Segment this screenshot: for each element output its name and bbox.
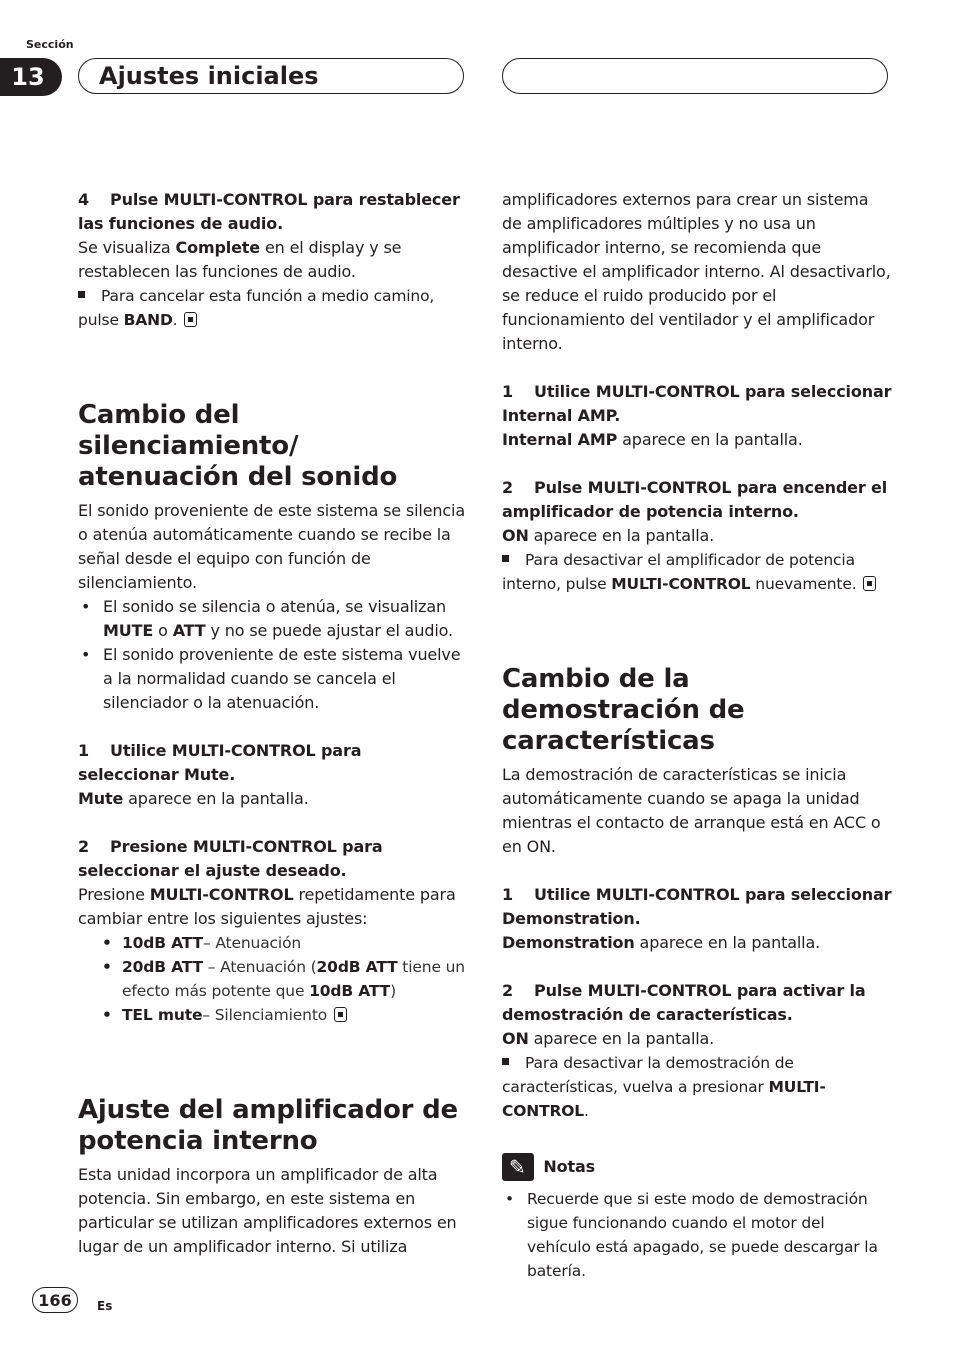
- text: Se visualiza: [78, 238, 176, 257]
- section-title: [78, 58, 464, 94]
- step-number: 1: [502, 885, 513, 904]
- end-mark-icon: [863, 576, 876, 591]
- setting-name: 20dB ATT: [316, 958, 398, 976]
- text: El sonido se silencia o atenúa, se visualizan: [103, 597, 446, 616]
- paragraph: [502, 1027, 892, 1051]
- note-square-icon: [78, 291, 85, 298]
- display-text: ON: [502, 526, 529, 545]
- paragraph: Esta unidad incorpora un amplificador de alta potencia. Sin embargo, en este sistema en particular se utilizan amplificadores externos en lugar de un amplificador interno. Si utiliza: [78, 1165, 457, 1256]
- list-item: • Recuerde que si este modo de demostración sigue funcionando cuando el motor del vehículo está apagado, se puede descargar la batería.: [502, 1187, 892, 1283]
- display-text: ON: [502, 1029, 529, 1048]
- step-1: [502, 380, 892, 428]
- button-name: BAND: [123, 311, 173, 329]
- list-item: [100, 1003, 466, 1027]
- paragraph: [502, 428, 892, 452]
- text: .: [172, 311, 178, 329]
- text: o: [153, 621, 173, 640]
- display-text: Internal AMP: [502, 430, 618, 449]
- display-text: ATT: [172, 621, 206, 640]
- step-text: Pulse MULTI-CONTROL para encender el amplificador de potencia interno.: [502, 478, 888, 521]
- step-text: Pulse MULTI-CONTROL para restablecer las funciones de audio.: [78, 190, 460, 233]
- text: ): [390, 982, 397, 1000]
- settings-list: [78, 931, 466, 1027]
- step-number: 2: [78, 837, 89, 856]
- pencil-icon: [502, 1153, 534, 1181]
- right-column: [502, 188, 892, 1283]
- display-text: MUTE: [103, 621, 154, 640]
- display-text: Mute: [78, 789, 124, 808]
- text: aparece en la pantalla.: [634, 933, 821, 952]
- text: Presione: [78, 885, 150, 904]
- display-text: Demonstration: [502, 933, 635, 952]
- paragraph: [78, 883, 466, 931]
- paragraph: amplificadores externos para crear un sistema de amplificadores múltiples y no usa un amplificador interno, se recomienda que desactive el amplificador interno. Al desactivarlo, se reduce el ruido producido por el funcionamiento del ventilador y el amplificador interno.: [502, 190, 891, 353]
- setting-name: 10dB ATT: [309, 982, 391, 1000]
- bullet-list: [78, 595, 466, 715]
- list-item: • El sonido proveniente de este sistema vuelve a la normalidad cuando se cancela el silenciador o la atenuación.: [78, 643, 466, 715]
- button-name: MULTI-CONTROL: [502, 1078, 826, 1120]
- header-empty-box: [502, 58, 888, 94]
- text: – Silenciamiento: [202, 1006, 328, 1024]
- text: nuevamente.: [750, 575, 857, 593]
- button-name: MULTI-CONTROL: [611, 575, 751, 593]
- paragraph: [502, 931, 892, 955]
- left-column: [78, 188, 466, 1259]
- heading-amp: Ajuste del amplificador de potencia interno: [78, 1095, 458, 1156]
- paragraph: El sonido proveniente de este sistema se silencia o atenúa automáticamente cuando se recibe la señal desde el equipo con función de silenciamiento.: [78, 501, 465, 592]
- step-number: 1: [502, 382, 513, 401]
- list-item: [78, 595, 466, 643]
- text: tiene un efecto más potente que: [122, 958, 465, 1000]
- text: aparece en la pantalla.: [123, 789, 309, 808]
- paragraph: [78, 236, 466, 284]
- text: Para desactivar el amplificador de potencia interno, pulse: [502, 551, 855, 593]
- paragraph: La demostración de características se inicia automáticamente cuando se apaga la unidad mientras el contacto de arranque está en ACC o en ON.: [502, 765, 881, 856]
- language-code: Es: [97, 1299, 113, 1313]
- text: Para desactivar la demostración de características, vuelva a presionar: [502, 1054, 794, 1096]
- step-2: [78, 835, 466, 883]
- note-square-icon: [502, 1058, 509, 1065]
- end-mark-icon: [184, 312, 197, 327]
- note: [78, 284, 466, 332]
- list-item: [100, 955, 466, 1003]
- note: [502, 548, 892, 596]
- step-text: Utilice MULTI-CONTROL para seleccionar Mute.: [78, 741, 362, 784]
- page-number: 166: [32, 1287, 78, 1313]
- step-1: [502, 883, 892, 931]
- heading-mute: Cambio del silenciamiento/ atenuación del sonido: [78, 400, 398, 492]
- notes-header: [502, 1153, 892, 1181]
- notes-list: [502, 1187, 892, 1283]
- text: aparece en la pantalla.: [617, 430, 803, 449]
- step-2: [502, 979, 892, 1027]
- text: – Atenuación: [202, 934, 302, 952]
- step-number: 4: [78, 190, 89, 209]
- step-text: Presione MULTI-CONTROL para seleccionar el ajuste deseado.: [78, 837, 383, 880]
- heading-demo: Cambio de la demostración de características: [502, 664, 745, 756]
- text: aparece en la pantalla.: [528, 526, 715, 545]
- step-text: Utilice MULTI-CONTROL para seleccionar Internal AMP.: [502, 382, 892, 425]
- list-item: [100, 931, 466, 955]
- setting-name: 20dB ATT: [122, 958, 203, 976]
- note-square-icon: [502, 555, 509, 562]
- setting-name: 10dB ATT: [122, 934, 203, 952]
- paragraph: [78, 787, 466, 811]
- text: Para cancelar esta función a medio camino, pulse: [78, 287, 435, 329]
- step-4: [78, 188, 466, 236]
- button-name: MULTI-CONTROL: [149, 885, 294, 904]
- paragraph: [502, 524, 892, 548]
- end-mark-icon: [334, 1007, 347, 1022]
- text: en el display y se restablecen las funciones de audio.: [78, 238, 402, 281]
- step-text: Pulse MULTI-CONTROL para activar la demostración de características.: [502, 981, 866, 1024]
- display-text: Complete: [175, 238, 261, 257]
- text: .: [584, 1102, 589, 1120]
- note: [502, 1051, 892, 1123]
- section-number-tab: 13: [0, 58, 62, 96]
- text: y no se puede ajustar el audio.: [205, 621, 453, 640]
- step-number: 2: [502, 478, 513, 497]
- step-text: Utilice MULTI-CONTROL para seleccionar Demonstration.: [502, 885, 892, 928]
- text: – Atenuación (: [202, 958, 317, 976]
- notes-title: Notas: [543, 1156, 596, 1176]
- text: aparece en la pantalla.: [528, 1029, 715, 1048]
- step-number: 1: [78, 741, 89, 760]
- section-label: Sección: [26, 38, 74, 51]
- text: repetidamente para cambiar entre los siguientes ajustes:: [78, 885, 456, 928]
- step-2: [502, 476, 892, 524]
- step-1: [78, 739, 466, 787]
- section-title-text: Ajustes iniciales: [99, 62, 319, 90]
- setting-name: TEL mute: [122, 1006, 203, 1024]
- step-number: 2: [502, 981, 513, 1000]
